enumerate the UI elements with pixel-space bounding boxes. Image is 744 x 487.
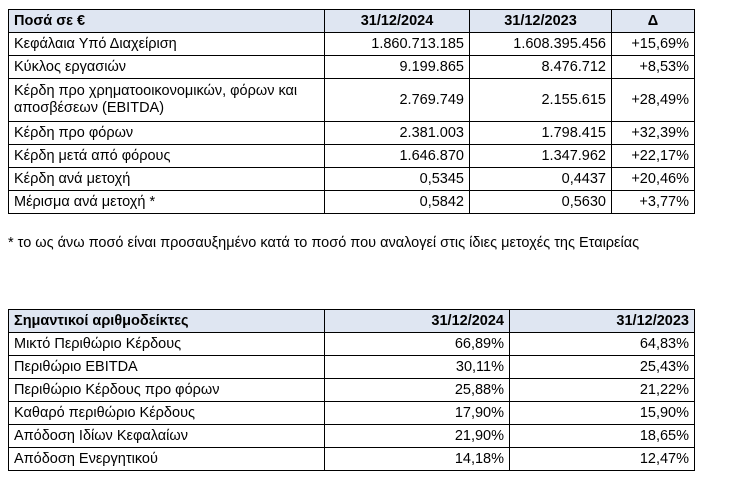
table-row	[9, 56, 695, 79]
table-cell: +8,53%	[612, 56, 695, 79]
row-label: Μικτό Περιθώριο Κέρδους	[9, 333, 325, 356]
row-label: Κέρδη ανά μετοχή	[9, 168, 325, 191]
table-cell: 2.155.615	[470, 79, 612, 122]
table-cell: 0,4437	[470, 168, 612, 191]
row-label: Κεφάλαια Υπό Διαχείριση	[9, 33, 325, 56]
table-header-row	[9, 10, 695, 33]
row-label: Κέρδη προ φόρων	[9, 122, 325, 145]
table-row	[9, 379, 695, 402]
table-cell: 2.381.003	[325, 122, 470, 145]
table-row	[9, 333, 695, 356]
row-label: Καθαρό περιθώριο Κέρδους	[9, 402, 325, 425]
table-row	[9, 191, 695, 214]
column-header: 31/12/2024	[325, 10, 470, 33]
row-label: Κύκλος εργασιών	[9, 56, 325, 79]
table-cell: 25,88%	[325, 379, 510, 402]
table-cell: 21,90%	[325, 425, 510, 448]
table-cell: 12,47%	[510, 448, 695, 471]
table-cell: 1.646.870	[325, 145, 470, 168]
table-cell: 66,89%	[325, 333, 510, 356]
row-label: Κέρδη μετά από φόρους	[9, 145, 325, 168]
table-row	[9, 425, 695, 448]
table-cell: 15,90%	[510, 402, 695, 425]
table-row	[9, 122, 695, 145]
footnote: * το ως άνω ποσό είναι προσαυξημένο κατά το ποσό που αναλογεί στις ίδιες μετοχές της Εταιρείας	[8, 235, 640, 251]
column-header: Ποσά σε €	[9, 10, 325, 33]
row-label: Μέρισμα ανά μετοχή *	[9, 191, 325, 214]
table-cell: 25,43%	[510, 356, 695, 379]
table-cell: 1.347.962	[470, 145, 612, 168]
table-cell: 8.476.712	[470, 56, 612, 79]
row-label: Περιθώριο Κέρδους προ φόρων	[9, 379, 325, 402]
table-row	[9, 168, 695, 191]
table-row	[9, 79, 695, 122]
row-label: Κέρδη προ χρηματοοικονομικών, φόρων και αποσβέσεων (EBITDA)	[9, 79, 325, 122]
row-label: Περιθώριο EBITDA	[9, 356, 325, 379]
table-cell: 18,65%	[510, 425, 695, 448]
table-cell: 2.769.749	[325, 79, 470, 122]
table-cell: 1.860.713.185	[325, 33, 470, 56]
table-cell: 9.199.865	[325, 56, 470, 79]
table-cell: 1.608.395.456	[470, 33, 612, 56]
table-cell: 30,11%	[325, 356, 510, 379]
table-row	[9, 33, 695, 56]
table-cell: +3,77%	[612, 191, 695, 214]
table-cell: 64,83%	[510, 333, 695, 356]
column-header: 31/12/2023	[470, 10, 612, 33]
table-row	[9, 356, 695, 379]
row-label: Απόδοση Ιδίων Κεφαλαίων	[9, 425, 325, 448]
table-cell: +28,49%	[612, 79, 695, 122]
key-ratios-table	[8, 309, 695, 471]
table-cell: 0,5842	[325, 191, 470, 214]
table-cell: +20,46%	[612, 168, 695, 191]
table-cell: 0,5630	[470, 191, 612, 214]
table-cell: +15,69%	[612, 33, 695, 56]
row-label: Απόδοση Ενεργητικού	[9, 448, 325, 471]
table-cell: 21,22%	[510, 379, 695, 402]
table-cell: 14,18%	[325, 448, 510, 471]
column-header: Σημαντικοί αριθμοδείκτες	[9, 310, 325, 333]
table-cell: 17,90%	[325, 402, 510, 425]
table-row	[9, 402, 695, 425]
table-row	[9, 145, 695, 168]
table-row	[9, 448, 695, 471]
table-header-row	[9, 310, 695, 333]
financial-figures-table	[8, 9, 695, 214]
table-cell: +22,17%	[612, 145, 695, 168]
column-header: 31/12/2023	[510, 310, 695, 333]
column-header: 31/12/2024	[325, 310, 510, 333]
table-cell: 1.798.415	[470, 122, 612, 145]
table-cell: 0,5345	[325, 168, 470, 191]
column-header: Δ	[612, 10, 695, 33]
table-cell: +32,39%	[612, 122, 695, 145]
